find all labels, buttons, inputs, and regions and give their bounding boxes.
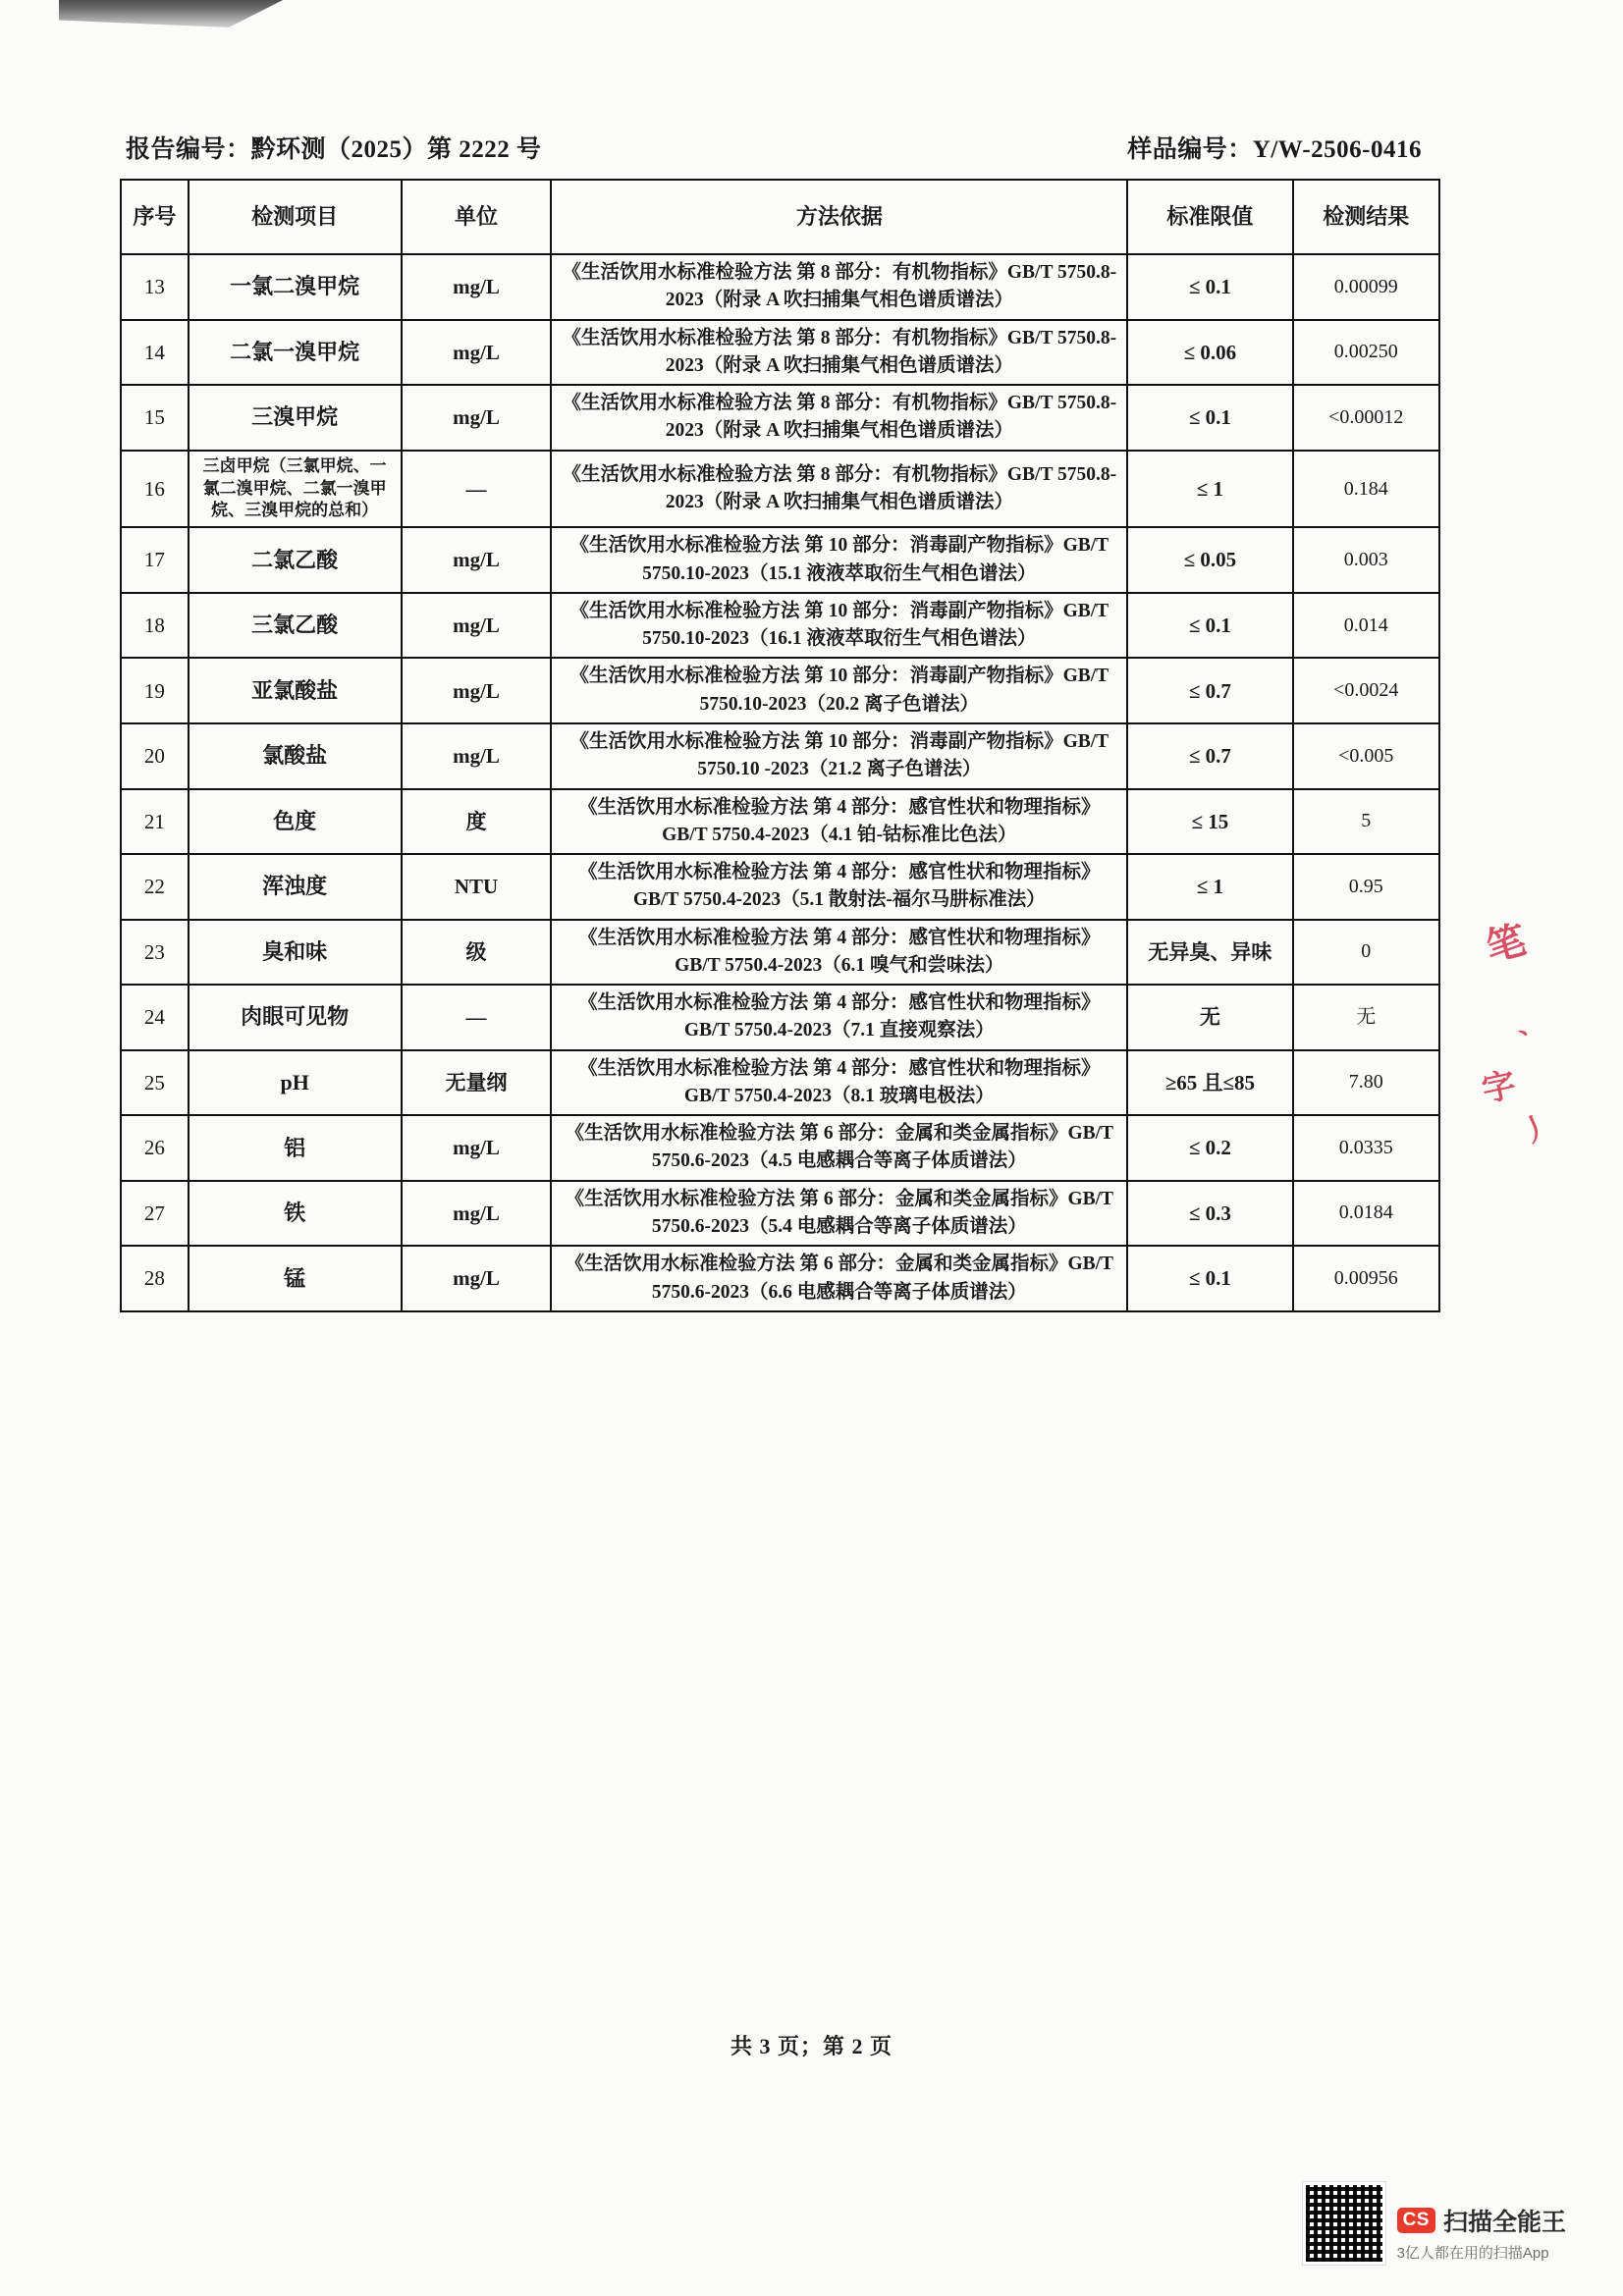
red-mark-3: 字 xyxy=(1478,1064,1520,1111)
cell-result: <0.00012 xyxy=(1293,385,1440,451)
table-row xyxy=(121,1181,1439,1247)
cell-method: 《生活饮用水标准检验方法 第 8 部分：有机物指标》GB/T 5750.8-2023（附录 A 吹扫捕集气相色谱质谱法） xyxy=(551,254,1127,320)
cell-no: 19 xyxy=(121,658,189,723)
cell-unit: mg/L xyxy=(402,658,552,723)
handwritten-red-marks xyxy=(1472,913,1570,1217)
cell-limit: ≤ 0.1 xyxy=(1127,385,1292,451)
cell-method: 《生活饮用水标准检验方法 第 8 部分：有机物指标》GB/T 5750.8-2023（附录 A 吹扫捕集气相色谱质谱法） xyxy=(551,385,1127,451)
column-header-limit: 标准限值 xyxy=(1127,180,1292,254)
cell-result: 0.0184 xyxy=(1293,1181,1440,1247)
cell-method: 《生活饮用水标准检验方法 第 4 部分：感官性状和物理指标》GB/T 5750.4-2023（7.1 直接观察法） xyxy=(551,985,1127,1050)
column-header-result: 检测结果 xyxy=(1293,180,1440,254)
scanner-app-watermark xyxy=(1303,2182,1566,2265)
document-header xyxy=(126,130,1432,165)
red-mark-2: 、 xyxy=(1511,1005,1546,1042)
table-row xyxy=(121,1115,1439,1181)
cell-limit: ≤ 15 xyxy=(1127,789,1292,855)
cell-unit: 无量纲 xyxy=(402,1050,552,1116)
cell-no: 14 xyxy=(121,320,189,386)
cell-no: 26 xyxy=(121,1115,189,1181)
cell-item: 铝 xyxy=(189,1115,402,1181)
cell-result: 0.00956 xyxy=(1293,1246,1440,1311)
cell-result: 0.0335 xyxy=(1293,1115,1440,1181)
cell-limit: ≤ 0.3 xyxy=(1127,1181,1292,1247)
cell-no: 15 xyxy=(121,385,189,451)
cell-limit: ≤ 0.1 xyxy=(1127,254,1292,320)
cell-method: 《生活饮用水标准检验方法 第 8 部分：有机物指标》GB/T 5750.8-2023（附录 A 吹扫捕集气相色谱质谱法） xyxy=(551,320,1127,386)
test-results-table xyxy=(120,179,1440,1312)
cell-limit: ≤ 0.7 xyxy=(1127,723,1292,789)
page-footer: 共 3 页；第 2 页 xyxy=(730,2034,893,2058)
cell-no: 20 xyxy=(121,723,189,789)
cell-result: <0.0024 xyxy=(1293,658,1440,723)
cell-limit: ≤ 0.1 xyxy=(1127,593,1292,659)
cell-method: 《生活饮用水标准检验方法 第 6 部分：金属和类金属指标》GB/T 5750.6-2023（4.5 电感耦合等离子体质谱法） xyxy=(551,1115,1127,1181)
cell-limit: 无 xyxy=(1127,985,1292,1050)
watermark-text xyxy=(1397,2203,1566,2265)
sample-number: 样品编号：Y/W-2506-0416 xyxy=(1127,136,1422,163)
cell-no: 17 xyxy=(121,527,189,593)
table-row xyxy=(121,854,1439,920)
cell-limit: ≤ 0.06 xyxy=(1127,320,1292,386)
cell-limit: 无异臭、异味 xyxy=(1127,920,1292,986)
table-row xyxy=(121,920,1439,986)
cell-result: <0.005 xyxy=(1293,723,1440,789)
cs-logo-icon: CS xyxy=(1397,2208,1435,2233)
cell-no: 25 xyxy=(121,1050,189,1116)
column-header-unit: 单位 xyxy=(402,180,552,254)
red-mark-1: 笔 xyxy=(1481,916,1531,972)
cell-no: 24 xyxy=(121,985,189,1050)
cell-unit: mg/L xyxy=(402,385,552,451)
cell-limit: ≤ 0.1 xyxy=(1127,1246,1292,1311)
cell-unit: mg/L xyxy=(402,320,552,386)
table-row xyxy=(121,593,1439,659)
cell-method: 《生活饮用水标准检验方法 第 10 部分：消毒副产物指标》GB/T 5750.10-2023（16.1 液液萃取衍生气相色谱法） xyxy=(551,593,1127,659)
cell-unit: mg/L xyxy=(402,593,552,659)
cell-item: 一氯二溴甲烷 xyxy=(189,254,402,320)
cell-no: 23 xyxy=(121,920,189,986)
cell-no: 13 xyxy=(121,254,189,320)
cell-item: 浑浊度 xyxy=(189,854,402,920)
cell-method: 《生活饮用水标准检验方法 第 8 部分：有机物指标》GB/T 5750.8-2023（附录 A 吹扫捕集气相色谱质谱法） xyxy=(551,451,1127,528)
cell-no: 22 xyxy=(121,854,189,920)
cell-result: 0.003 xyxy=(1293,527,1440,593)
cell-unit: NTU xyxy=(402,854,552,920)
column-header-item: 检测项目 xyxy=(189,180,402,254)
cell-item: 氯酸盐 xyxy=(189,723,402,789)
cell-unit: — xyxy=(402,451,552,528)
cell-result: 0.95 xyxy=(1293,854,1440,920)
cell-method: 《生活饮用水标准检验方法 第 10 部分：消毒副产物指标》GB/T 5750.10-2023（15.1 液液萃取衍生气相色谱法） xyxy=(551,527,1127,593)
cell-method: 《生活饮用水标准检验方法 第 6 部分：金属和类金属指标》GB/T 5750.6-2023（6.6 电感耦合等离子体质谱法） xyxy=(551,1246,1127,1311)
cell-result: 0.184 xyxy=(1293,451,1440,528)
red-mark-4: 丿 xyxy=(1514,1107,1556,1152)
cell-item: 三溴甲烷 xyxy=(189,385,402,451)
table-row xyxy=(121,1050,1439,1116)
column-header-no: 序号 xyxy=(121,180,189,254)
cell-item: 臭和味 xyxy=(189,920,402,986)
cell-result: 0.00099 xyxy=(1293,254,1440,320)
cell-method: 《生活饮用水标准检验方法 第 6 部分：金属和类金属指标》GB/T 5750.6-2023（5.4 电感耦合等离子体质谱法） xyxy=(551,1181,1127,1247)
cell-result: 无 xyxy=(1293,985,1440,1050)
cell-item: 肉眼可见物 xyxy=(189,985,402,1050)
cell-result: 7.80 xyxy=(1293,1050,1440,1116)
cell-no: 16 xyxy=(121,451,189,528)
watermark-title: 扫描全能王 xyxy=(1442,2209,1566,2236)
table-row xyxy=(121,320,1439,386)
qr-code-icon xyxy=(1303,2182,1385,2265)
watermark-subtitle: 3亿人都在用的扫描App xyxy=(1396,2245,1549,2262)
cell-method: 《生活饮用水标准检验方法 第 4 部分：感官性状和物理指标》GB/T 5750.4-2023（4.1 铂-钴标准比色法） xyxy=(551,789,1127,855)
cell-unit: mg/L xyxy=(402,1181,552,1247)
cell-unit: mg/L xyxy=(402,254,552,320)
table-row xyxy=(121,789,1439,855)
cell-method: 《生活饮用水标准检验方法 第 10 部分：消毒副产物指标》GB/T 5750.10 -2023（21.2 离子色谱法） xyxy=(551,723,1127,789)
cell-item: 三卤甲烷（三氯甲烷、一氯二溴甲烷、二氯一溴甲烷、三溴甲烷的总和） xyxy=(189,451,402,528)
cell-result: 5 xyxy=(1293,789,1440,855)
cell-unit: mg/L xyxy=(402,723,552,789)
cell-unit: mg/L xyxy=(402,527,552,593)
cell-limit: ≤ 0.05 xyxy=(1127,527,1292,593)
cell-item: 铁 xyxy=(189,1181,402,1247)
cell-no: 28 xyxy=(121,1246,189,1311)
table-row xyxy=(121,658,1439,723)
cell-item: 亚氯酸盐 xyxy=(189,658,402,723)
cell-result: 0.00250 xyxy=(1293,320,1440,386)
table-row xyxy=(121,385,1439,451)
cell-unit: 度 xyxy=(402,789,552,855)
table-row xyxy=(121,985,1439,1050)
table-row xyxy=(121,254,1439,320)
table-row xyxy=(121,527,1439,593)
cell-result: 0 xyxy=(1293,920,1440,986)
cell-unit: — xyxy=(402,985,552,1050)
table-body xyxy=(121,254,1439,1311)
report-number: 报告编号：黔环测（2025）第 2222 号 xyxy=(126,136,542,163)
cell-no: 21 xyxy=(121,789,189,855)
cell-item: 色度 xyxy=(189,789,402,855)
table-row xyxy=(121,1246,1439,1311)
table-header-row xyxy=(121,180,1439,254)
cell-limit: ≥65 且≤85 xyxy=(1127,1050,1292,1116)
cell-limit: ≤ 1 xyxy=(1127,854,1292,920)
cell-method: 《生活饮用水标准检验方法 第 4 部分：感官性状和物理指标》GB/T 5750.4-2023（5.1 散射法-福尔马肼标准法） xyxy=(551,854,1127,920)
cell-limit: ≤ 1 xyxy=(1127,451,1292,528)
cell-method: 《生活饮用水标准检验方法 第 4 部分：感官性状和物理指标》GB/T 5750.4-2023（8.1 玻璃电极法） xyxy=(551,1050,1127,1116)
cell-item: 二氯乙酸 xyxy=(189,527,402,593)
cell-method: 《生活饮用水标准检验方法 第 4 部分：感官性状和物理指标》GB/T 5750.4-2023（6.1 嗅气和尝味法） xyxy=(551,920,1127,986)
cell-limit: ≤ 0.7 xyxy=(1127,658,1292,723)
column-header-method: 方法依据 xyxy=(551,180,1127,254)
cell-unit: 级 xyxy=(402,920,552,986)
cell-item: pH xyxy=(189,1050,402,1116)
cell-item: 三氯乙酸 xyxy=(189,593,402,659)
cell-unit: mg/L xyxy=(402,1115,552,1181)
cell-item: 锰 xyxy=(189,1246,402,1311)
cell-no: 18 xyxy=(121,593,189,659)
cell-item: 二氯一溴甲烷 xyxy=(189,320,402,386)
cell-result: 0.014 xyxy=(1293,593,1440,659)
cell-method: 《生活饮用水标准检验方法 第 10 部分：消毒副产物指标》GB/T 5750.10-2023（20.2 离子色谱法） xyxy=(551,658,1127,723)
cell-no: 27 xyxy=(121,1181,189,1247)
cell-unit: mg/L xyxy=(402,1246,552,1311)
table-row xyxy=(121,723,1439,789)
cell-limit: ≤ 0.2 xyxy=(1127,1115,1292,1181)
table-row xyxy=(121,451,1439,528)
